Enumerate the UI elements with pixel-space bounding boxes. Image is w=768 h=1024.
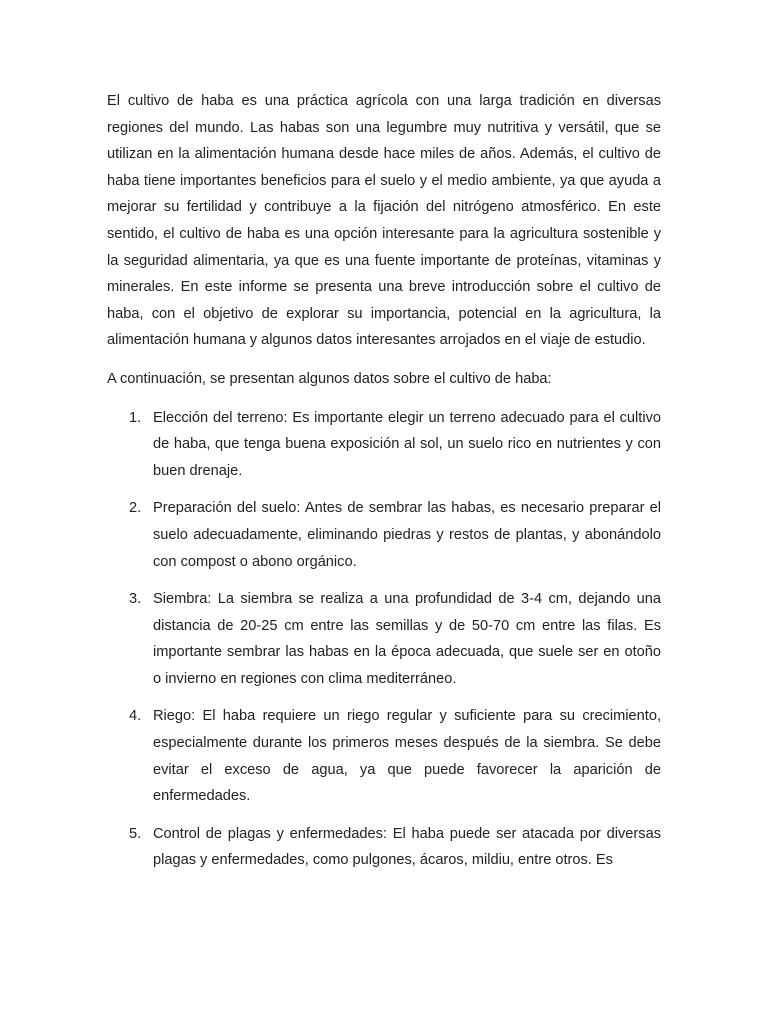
list-item-text: Preparación del suelo: Antes de sembrar las habas, es necesario preparar el suelo adecuadamente, eliminando piedras y restos de plantas, y abonándolo con compost o abono orgánico. bbox=[153, 500, 661, 570]
list-item-text: Riego: El haba requiere un riego regular y suficiente para su crecimiento, especialmente durante los primeros meses después de la siembra. Se debe evitar el exceso de agua, ya que puede favorecer la aparición de enfermedades. bbox=[153, 708, 661, 805]
list-item bbox=[107, 495, 661, 575]
numbered-list bbox=[107, 405, 661, 875]
list-item-number: 1. bbox=[129, 409, 142, 426]
list-item-number: 3. bbox=[129, 591, 142, 608]
list-item-text: Control de plagas y enfermedades: El haba puede ser atacada por diversas plagas y enfermedades, como pulgones, ácaros, mildiu, entre otros. Es bbox=[153, 825, 661, 869]
list-item-text: Elección del terreno: Es importante elegir un terreno adecuado para el cultivo de haba, que tenga buena exposición al sol, un suelo rico en nutrientes y con buen drenaje. bbox=[153, 409, 661, 479]
list-item bbox=[107, 703, 661, 809]
list-item bbox=[107, 405, 661, 485]
list-item-number: 5. bbox=[129, 825, 142, 842]
document-page bbox=[107, 88, 661, 885]
list-item-text: Siembra: La siembra se realiza a una profundidad de 3-4 cm, dejando una distancia de 20-25 cm entre las semillas y de 50-70 cm entre las filas. Es importante sembrar las habas en la época adecuada, que suele ser en otoño o invierno en regiones con clima mediterráneo. bbox=[153, 591, 661, 687]
list-lead-paragraph: A continuación, se presentan algunos datos sobre el cultivo de haba: bbox=[107, 370, 552, 387]
intro-paragraph: El cultivo de haba es una práctica agrícola con una larga tradición en diversas regiones del mundo. Las habas son una legumbre muy nutritiva y versátil, que se utilizan en la alimentación humana desde hace miles de años. Además, el cultivo de haba tiene importantes beneficios para el suelo y el medio ambiente, ya que ayuda a mejorar su fertilidad y contribuye a la fijación del nitrógeno atmosférico. En este sentido, el cultivo de haba es una opción interesante para la agricultura sostenible y la seguridad alimentaria, ya que es una fuente importante de proteínas, vitaminas y minerales. En este informe se presenta una breve introducción sobre el cultivo de haba, con el objetivo de explorar su importancia, potencial en la agricultura, la alimentación humana y algunos datos interesantes arrojados en el viaje de estudio. bbox=[107, 93, 661, 349]
list-item-number: 2. bbox=[129, 500, 142, 517]
list-item-number: 4. bbox=[129, 708, 142, 725]
list-item bbox=[107, 586, 661, 692]
list-item bbox=[107, 821, 661, 874]
